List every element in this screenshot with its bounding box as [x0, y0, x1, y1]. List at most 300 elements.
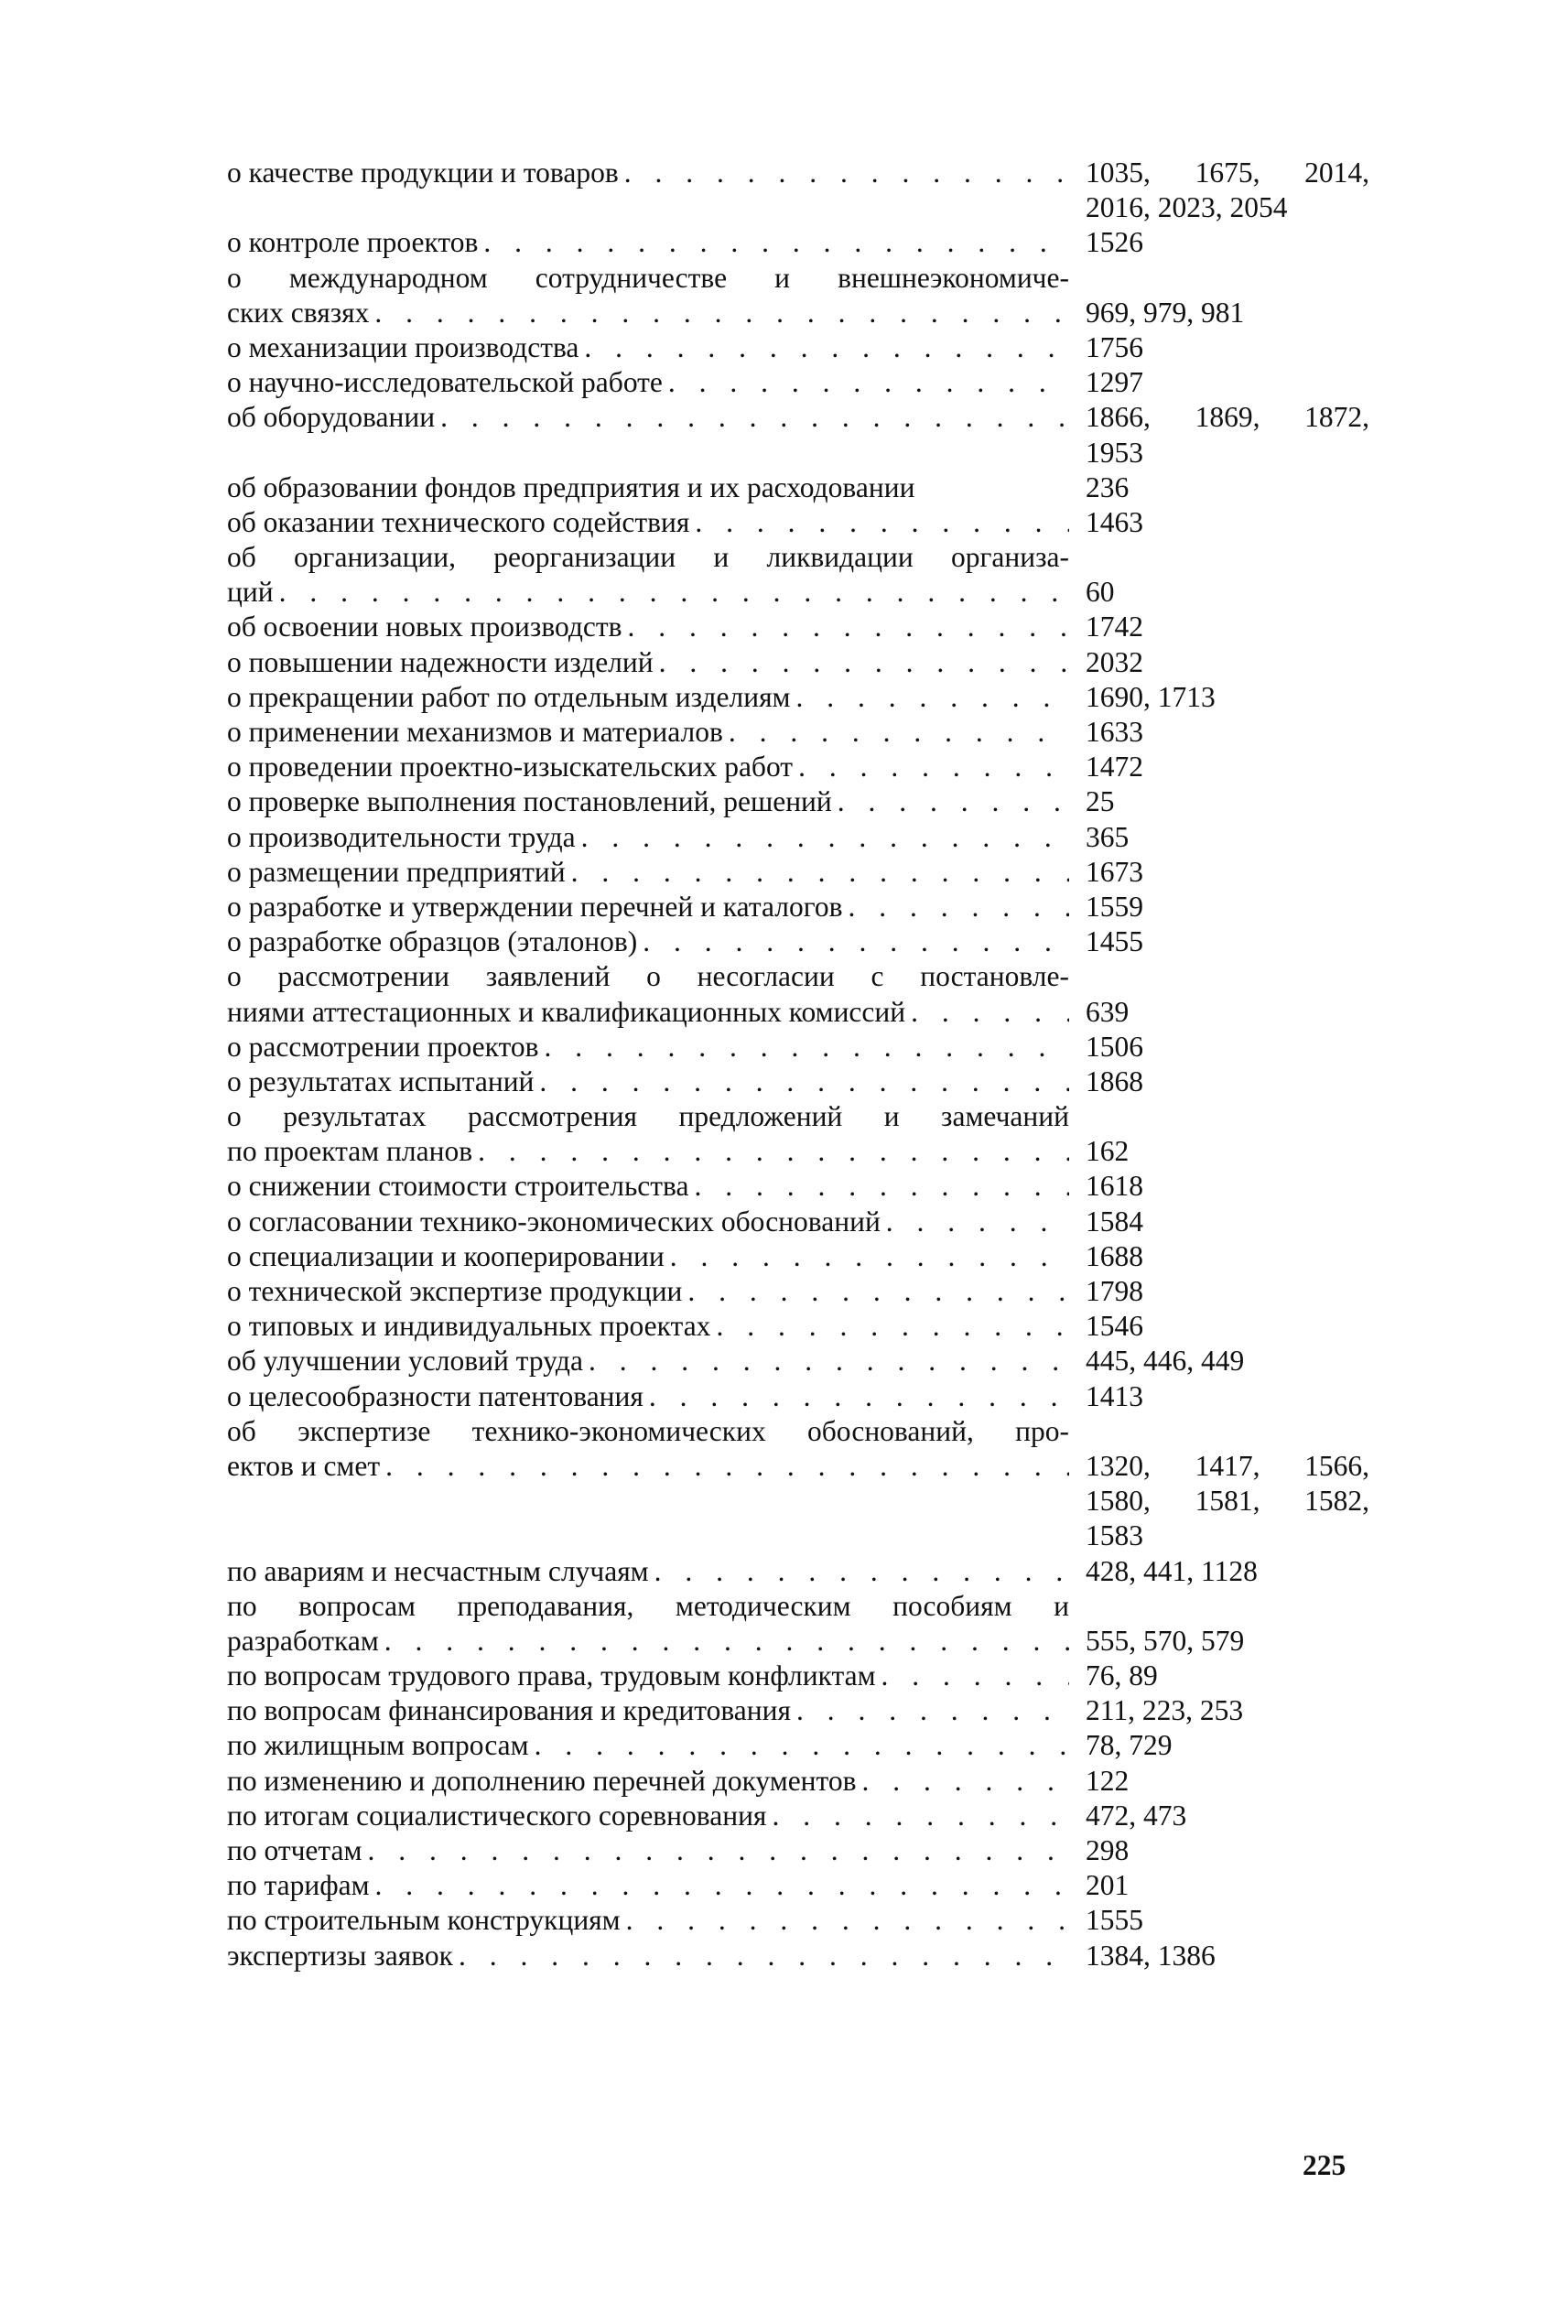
- dot-leader: [682, 1274, 1069, 1309]
- index-ref-line: 2016, 2023, 2054: [1086, 191, 1288, 224]
- index-term: [227, 1344, 1069, 1378]
- index-entry: [227, 1833, 1371, 1868]
- index-entry: [227, 1764, 1371, 1799]
- index-term: [227, 1414, 1069, 1484]
- index-entry: [227, 1554, 1371, 1589]
- index-entry: [227, 1939, 1371, 1973]
- index-term-line: [227, 1449, 1069, 1484]
- index-term-line: о международном сотрудничестве и внешнеэкономиче-: [227, 261, 1069, 294]
- index-term-line: [227, 784, 1069, 819]
- index-entry: [227, 1589, 1371, 1659]
- dot-leader: [576, 820, 1069, 855]
- index-term: [227, 261, 1069, 330]
- index-term: [227, 470, 1069, 505]
- index-term-line: [227, 924, 1069, 959]
- index-term-text: о снижении стоимости строительства: [227, 1170, 689, 1203]
- index-term: [227, 1379, 1069, 1414]
- index-term-text: о проведении проектно-изыскательских работ: [227, 751, 794, 784]
- index-term-text: по вопросам финансирования и кредитования: [227, 1694, 791, 1727]
- index-entry: [227, 540, 1371, 610]
- index-term-text: о повышении надежности изделий: [227, 645, 654, 678]
- index-refs: [1069, 855, 1369, 890]
- index-term-text: о прекращении работ по отдельным изделиям: [227, 680, 791, 713]
- index-term: [227, 1065, 1069, 1099]
- index-entry: [227, 1799, 1371, 1833]
- index-term-text: о применении механизмов и материалов: [227, 716, 723, 748]
- dot-leader: [529, 1728, 1069, 1763]
- index-ref-line: 1583: [1086, 1519, 1143, 1552]
- index-term-line: [227, 1030, 1069, 1065]
- index-term-text: по строительным конструкциям: [227, 1904, 621, 1937]
- index-ref-line: 60: [1086, 576, 1115, 609]
- index-ref-line: 1463: [1086, 505, 1143, 538]
- dot-leader: [274, 575, 1069, 610]
- index-term: [227, 1554, 1069, 1589]
- index-ref-line: 969, 979, 981: [1086, 296, 1245, 329]
- index-term: [227, 645, 1069, 680]
- index-refs: [1069, 1274, 1369, 1309]
- index-term: [227, 890, 1069, 924]
- dot-leader: [654, 645, 1069, 680]
- dot-leader: [637, 924, 1069, 959]
- index-entry: [227, 225, 1371, 260]
- index-ref-line: 472, 473: [1086, 1799, 1187, 1832]
- index-term: [227, 1693, 1069, 1728]
- index-term-line: [227, 470, 1069, 505]
- index-ref-line: 1035, 1675, 2014,: [1086, 157, 1369, 189]
- index-refs: [1069, 261, 1369, 330]
- dot-leader: [380, 1449, 1069, 1484]
- index-entry: [227, 959, 1371, 1029]
- index-entry: [227, 1274, 1371, 1309]
- index-term: [227, 1728, 1069, 1763]
- index-entry: [227, 400, 1371, 470]
- index-entry: [227, 261, 1371, 330]
- index-term-text: о типовых и индивидуальных проектах: [227, 1310, 711, 1343]
- index-entry: [227, 470, 1371, 505]
- index-term-line: [227, 1309, 1069, 1344]
- index-ref-line: 25: [1086, 785, 1115, 818]
- dot-leader: [791, 680, 1070, 715]
- index-entry: [227, 1903, 1371, 1938]
- index-term: [227, 784, 1069, 819]
- index-ref-line: 555, 570, 579: [1086, 1624, 1245, 1657]
- dot-leader: [579, 330, 1069, 365]
- index-term-text: об оказании технического содействия: [227, 505, 690, 538]
- index-term-line: [227, 610, 1069, 644]
- index-term-line: [227, 1903, 1069, 1938]
- index-refs: [1069, 1868, 1369, 1903]
- index-term: [227, 855, 1069, 890]
- index-entry: [227, 1309, 1371, 1344]
- index-entry: [227, 715, 1371, 750]
- index-term-line: [227, 1065, 1069, 1099]
- dot-leader: [539, 1030, 1069, 1065]
- index-refs: [1069, 890, 1369, 924]
- index-ref-line: 1953: [1086, 436, 1143, 469]
- index-term-line: по вопросам преподавания, методическим пособиям и: [227, 1589, 1069, 1622]
- index-term: [227, 1659, 1069, 1693]
- index-term-line: [227, 715, 1069, 750]
- index-term-line: [227, 1799, 1069, 1833]
- index-refs: [1069, 1239, 1369, 1274]
- dot-leader: [857, 1764, 1069, 1799]
- dot-leader: [472, 1134, 1069, 1169]
- index-term: [227, 1764, 1069, 1799]
- index-term-text: по авариям и несчастным случаям: [227, 1554, 649, 1587]
- index-ref-line: 201: [1086, 1869, 1130, 1902]
- index-ref-line: 211, 223, 253: [1086, 1694, 1244, 1727]
- index-refs: [1069, 1414, 1369, 1554]
- index-refs: [1069, 1554, 1369, 1589]
- dot-leader: [622, 610, 1069, 644]
- dot-leader: [723, 715, 1069, 750]
- index-term: [227, 330, 1069, 365]
- index-term-line: [227, 645, 1069, 680]
- index-entry: [227, 1030, 1371, 1065]
- index-entry: [227, 1693, 1371, 1728]
- index-term-line: [227, 1239, 1069, 1274]
- index-refs: [1069, 1728, 1369, 1763]
- index-refs: [1069, 750, 1369, 784]
- index-term-line: [227, 1659, 1069, 1693]
- index-refs: [1069, 1205, 1369, 1239]
- index-term-text: по отчетам: [227, 1834, 362, 1866]
- index-term-line: [227, 1833, 1069, 1868]
- index-entry: [227, 820, 1371, 855]
- dot-leader: [876, 1659, 1069, 1693]
- index-term-line: [227, 1169, 1069, 1204]
- index-entry: [227, 1344, 1371, 1378]
- index-term: [227, 225, 1069, 260]
- index-ref-line: 1580, 1581, 1582,: [1086, 1485, 1369, 1518]
- index-refs: [1069, 1169, 1369, 1204]
- index-term: [227, 1589, 1069, 1659]
- index-refs: [1069, 1309, 1369, 1344]
- index-entry: [227, 330, 1371, 365]
- index-term-text: по тарифам: [227, 1869, 370, 1902]
- index-term-text: об образовании фондов предприятия и их расходовании: [227, 470, 915, 503]
- index-entry: [227, 924, 1371, 959]
- dot-leader: [534, 1065, 1069, 1099]
- index-ref-line: 162: [1086, 1135, 1130, 1168]
- index-entry: [227, 1659, 1371, 1693]
- index-ref-line: 1546: [1086, 1310, 1143, 1343]
- index-refs: [1069, 610, 1369, 644]
- index-entry: [227, 1414, 1371, 1554]
- index-refs: [1069, 156, 1369, 225]
- index-refs: [1069, 1659, 1369, 1693]
- dot-leader: [881, 1205, 1069, 1239]
- index-term-text: о целесообразности патентования: [227, 1379, 643, 1412]
- index-term-line: [227, 1554, 1069, 1589]
- index-term: [227, 1239, 1069, 1274]
- index-term-text: о производительности труда: [227, 820, 576, 853]
- index-entry: [227, 1728, 1371, 1763]
- dot-leader: [453, 1939, 1069, 1973]
- index-ref-line: 2032: [1086, 645, 1143, 678]
- index-ref-line: 1742: [1086, 611, 1143, 643]
- index-refs: [1069, 1939, 1369, 1973]
- index-term: [227, 924, 1069, 959]
- index-term-text: о научно-исследовательской работе: [227, 366, 663, 399]
- dot-leader: [842, 890, 1069, 924]
- index-entry: [227, 890, 1371, 924]
- index-term: [227, 715, 1069, 750]
- page-number: 225: [1303, 2149, 1346, 2181]
- index-term-text: об оборудовании: [227, 401, 436, 434]
- index-refs: [1069, 1344, 1369, 1378]
- index-ref-line: 298: [1086, 1834, 1130, 1866]
- dot-leader: [905, 995, 1069, 1030]
- index-term-line: о рассмотрении заявлений о несогласии с постановле-: [227, 960, 1069, 993]
- index-entry: [227, 1239, 1371, 1274]
- dot-leader: [583, 1344, 1069, 1378]
- index-term-text: о специализации и кооперировании: [227, 1239, 665, 1272]
- index-ref-line: 122: [1086, 1764, 1130, 1797]
- index-refs: [1069, 715, 1369, 750]
- dot-leader: [689, 1169, 1070, 1204]
- index-entry: [227, 505, 1371, 540]
- index-term: [227, 1833, 1069, 1868]
- index-term-text: о качестве продукции и товаров: [227, 157, 619, 189]
- dot-leader: [478, 225, 1069, 260]
- index-term: [227, 1169, 1069, 1204]
- index-term-text: о механизации производства: [227, 330, 579, 363]
- index-entry: [227, 1065, 1371, 1099]
- index-entry: [227, 1099, 1371, 1169]
- index-refs: [1069, 1799, 1369, 1833]
- index-term-text: разработкам: [227, 1624, 379, 1657]
- index-term-line: [227, 1379, 1069, 1414]
- index-ref-line: 1297: [1086, 366, 1143, 399]
- index-term: [227, 540, 1069, 610]
- index-term: [227, 1939, 1069, 1973]
- index-term-text: о разработке образцов (эталонов): [227, 925, 638, 958]
- index-entry: [227, 156, 1371, 225]
- index-ref-line: 1688: [1086, 1239, 1143, 1272]
- dot-leader: [566, 855, 1069, 890]
- index-entry: [227, 750, 1371, 784]
- index-term: [227, 1030, 1069, 1065]
- dot-leader: [379, 1624, 1069, 1659]
- index-term: [227, 1099, 1069, 1169]
- index-term-line: [227, 1728, 1069, 1763]
- index-refs: [1069, 400, 1369, 470]
- index-ref-line: 1690, 1713: [1086, 680, 1216, 713]
- dot-leader: [621, 1903, 1069, 1938]
- dot-leader: [369, 296, 1069, 330]
- index-ref-line: 1320, 1417, 1566,: [1086, 1449, 1369, 1482]
- index-term: [227, 750, 1069, 784]
- index-ref-line: 1472: [1086, 751, 1143, 784]
- dot-leader: [649, 1554, 1069, 1589]
- index-term-line: об организации, реорганизации и ликвидации организа-: [227, 541, 1069, 574]
- index-refs: [1069, 680, 1369, 715]
- index-term-line: [227, 1205, 1069, 1239]
- index-term-text: ектов и смет: [227, 1449, 381, 1482]
- index-term-text: по проектам планов: [227, 1135, 473, 1168]
- index-refs: [1069, 330, 1369, 365]
- index-term-line: [227, 330, 1069, 365]
- index-term: [227, 1868, 1069, 1903]
- index-term-text: о рассмотрении проектов: [227, 1030, 539, 1063]
- index-ref-line: 1584: [1086, 1205, 1143, 1238]
- index-term-line: [227, 1939, 1069, 1973]
- index-ref-line: 1526: [1086, 226, 1143, 259]
- index-refs: [1069, 924, 1369, 959]
- dot-leader: [643, 1379, 1069, 1414]
- index-refs: [1069, 1589, 1369, 1659]
- index-term-line: [227, 1344, 1069, 1378]
- index-term-line: об экспертизе технико-экономических обоснований, про-: [227, 1414, 1069, 1447]
- dot-leader: [710, 1309, 1069, 1344]
- index-term-line: о результатах рассмотрения предложений и замечаний: [227, 1100, 1069, 1133]
- index-ref-line: 1555: [1086, 1904, 1143, 1937]
- index-ref-line: 1506: [1086, 1030, 1143, 1063]
- index-term-line: [227, 1764, 1069, 1799]
- index-term: [227, 505, 1069, 540]
- index-term: [227, 820, 1069, 855]
- index-entry: [227, 645, 1371, 680]
- index-refs: [1069, 1764, 1369, 1799]
- index-term-text: по вопросам трудового права, трудовым конфликтам: [227, 1659, 876, 1692]
- index-refs: [1069, 1693, 1369, 1728]
- index-refs: [1069, 1099, 1369, 1169]
- index-term-text: о проверке выполнения постановлений, решений: [227, 785, 832, 818]
- index-term: [227, 156, 1069, 190]
- index-ref-line: 1455: [1086, 925, 1143, 958]
- index-term-line: [227, 820, 1069, 855]
- dot-leader: [665, 1239, 1069, 1274]
- index-term-text: ций: [227, 576, 274, 609]
- index-term-line: [227, 680, 1069, 715]
- index-ref-line: 1413: [1086, 1379, 1143, 1412]
- index-refs: [1069, 470, 1369, 505]
- index-ref-line: 1618: [1086, 1170, 1143, 1203]
- index-term-line: [227, 296, 1069, 330]
- dot-leader: [619, 156, 1069, 190]
- index-refs: [1069, 959, 1369, 1029]
- index-entry: [227, 1379, 1371, 1414]
- index-term-line: [227, 1274, 1069, 1309]
- index-term: [227, 400, 1069, 435]
- index-term: [227, 680, 1069, 715]
- index-refs: [1069, 365, 1369, 400]
- index-refs: [1069, 1833, 1369, 1868]
- index-term-line: [227, 995, 1069, 1030]
- index-ref-line: 78, 729: [1086, 1729, 1173, 1762]
- index-entry: [227, 1868, 1371, 1903]
- dot-leader: [435, 400, 1069, 435]
- index-entry: [227, 1169, 1371, 1204]
- index-refs: [1069, 1903, 1369, 1938]
- index-refs: [1069, 225, 1369, 260]
- index-term: [227, 1799, 1069, 1833]
- index-refs: [1069, 784, 1369, 819]
- dot-leader: [832, 784, 1069, 819]
- index-ref-line: 76, 89: [1086, 1659, 1158, 1692]
- index-refs: [1069, 1030, 1369, 1065]
- index-term-line: [227, 505, 1069, 540]
- index-term-line: [227, 1624, 1069, 1659]
- index-term-text: о технической экспертизе продукции: [227, 1275, 683, 1307]
- index-term-text: экспертизы заявок: [227, 1939, 453, 1972]
- dot-leader: [362, 1833, 1069, 1868]
- index-term-line: [227, 1134, 1069, 1169]
- index-term-text: о размещении предприятий: [227, 855, 566, 888]
- index-ref-line: 1559: [1086, 890, 1143, 923]
- index-refs: [1069, 505, 1369, 540]
- index-term-line: [227, 750, 1069, 784]
- index-term: [227, 1274, 1069, 1309]
- dot-leader: [663, 365, 1069, 400]
- index-term-text: о контроле проектов: [227, 226, 479, 259]
- index-ref-line: 1673: [1086, 855, 1143, 888]
- index-ref-line: 1633: [1086, 716, 1143, 748]
- index-entry: [227, 365, 1371, 400]
- index-entry: [227, 784, 1371, 819]
- index-refs: [1069, 1065, 1369, 1099]
- index-term-text: ниями аттестационных и квалификационных комиссий: [227, 995, 906, 1028]
- index-term-line: [227, 365, 1069, 400]
- index-ref-line: 1798: [1086, 1275, 1143, 1307]
- index-term-text: по жилищным вопросам: [227, 1729, 529, 1762]
- index-term-text: об освоении новых производств: [227, 611, 622, 643]
- index-entry: [227, 855, 1371, 890]
- index-ref-line: 445, 446, 449: [1086, 1345, 1245, 1378]
- index-term: [227, 1309, 1069, 1344]
- index-term-line: [227, 225, 1069, 260]
- index-term-line: [227, 575, 1069, 610]
- index-term-text: о результатах испытаний: [227, 1065, 535, 1097]
- index-ref-line: 639: [1086, 995, 1130, 1028]
- index-term-text: о разработке и утверждении перечней и каталогов: [227, 890, 843, 923]
- index-ref-line: 1868: [1086, 1065, 1143, 1097]
- dot-leader: [793, 750, 1069, 784]
- index-term-text: по итогам социалистического соревнования: [227, 1799, 767, 1832]
- index-term: [227, 365, 1069, 400]
- index-term-text: об улучшении условий труда: [227, 1345, 583, 1378]
- index-term: [227, 1903, 1069, 1938]
- index-term-line: [227, 156, 1069, 190]
- index-term-text: ских связях: [227, 296, 370, 329]
- index-entry: [227, 680, 1371, 715]
- index-ref-line: 365: [1086, 820, 1130, 853]
- index-ref-line: 236: [1086, 470, 1130, 503]
- index-refs: [1069, 1379, 1369, 1414]
- index-term-line: [227, 400, 1069, 435]
- dot-leader: [791, 1693, 1069, 1728]
- index-ref-line: 1756: [1086, 330, 1143, 363]
- index-term-text: о согласовании технико-экономических обоснований: [227, 1205, 881, 1238]
- dot-leader: [766, 1799, 1069, 1833]
- index-ref-line: 428, 441, 1128: [1086, 1554, 1258, 1587]
- index-term-line: [227, 1868, 1069, 1903]
- index-term: [227, 610, 1069, 644]
- index-ref-line: 1866, 1869, 1872,: [1086, 401, 1369, 434]
- index-term-line: [227, 890, 1069, 924]
- index-term-line: [227, 1693, 1069, 1728]
- index-entry: [227, 1205, 1371, 1239]
- dot-leader: [370, 1868, 1069, 1903]
- index-term-line: [227, 855, 1069, 890]
- dot-leader: [689, 505, 1069, 540]
- index-list: [227, 156, 1371, 1973]
- index-refs: [1069, 820, 1369, 855]
- index-entry: [227, 610, 1371, 644]
- index-term-text: по изменению и дополнению перечней документов: [227, 1764, 857, 1797]
